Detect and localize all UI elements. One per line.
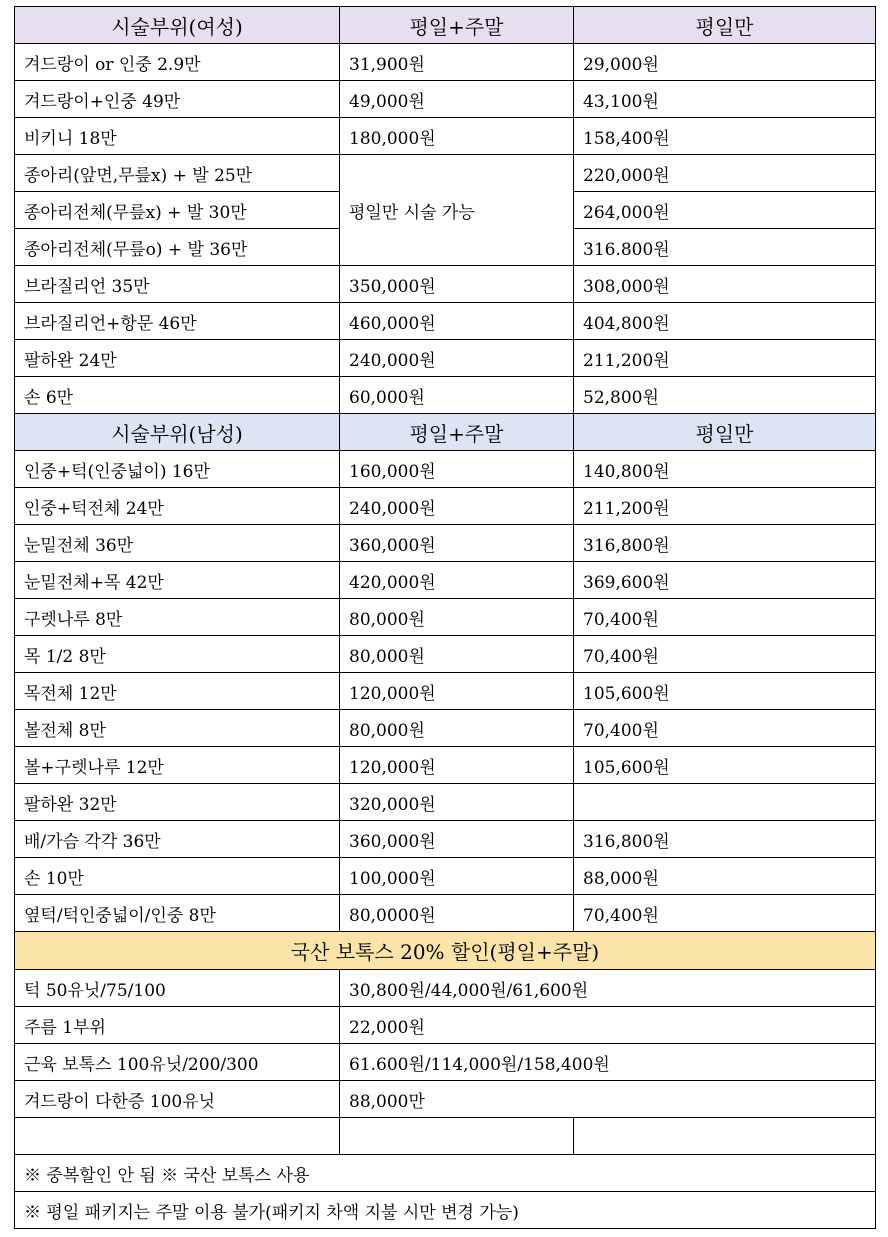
empty-cell bbox=[340, 1118, 574, 1155]
area-cell: 손 6만 bbox=[15, 377, 340, 414]
weekend-price-cell: 240,000원 bbox=[340, 488, 574, 525]
weekend-price-cell: 60,000원 bbox=[340, 377, 574, 414]
botox-header: 국산 보톡스 20% 할인(평일+주말) bbox=[15, 932, 876, 970]
male-header-weekday: 평일만 bbox=[574, 414, 876, 451]
weekend-price-cell: 460,000원 bbox=[340, 303, 574, 340]
note-row bbox=[15, 1155, 876, 1192]
weekend-price-cell: 240,000원 bbox=[340, 340, 574, 377]
area-cell: 팔하완 32만 bbox=[15, 784, 340, 821]
weekday-price-cell: 369,600원 bbox=[574, 562, 876, 599]
weekday-price-cell: 264,000원 bbox=[574, 192, 876, 229]
area-cell: 볼+구렛나루 12만 bbox=[15, 747, 340, 784]
female-header-row bbox=[15, 7, 876, 44]
table-row bbox=[15, 599, 876, 636]
botox-price-cell: 30,800원/44,000원/61,600원 bbox=[340, 970, 876, 1007]
botox-item-cell: 근육 보톡스 100유닛/200/300 bbox=[15, 1044, 340, 1081]
table-row bbox=[15, 1081, 876, 1118]
table-row bbox=[15, 81, 876, 118]
table-row bbox=[15, 303, 876, 340]
area-cell: 눈밑전체 36만 bbox=[15, 525, 340, 562]
area-cell: 손 10만 bbox=[15, 858, 340, 895]
table-row bbox=[15, 858, 876, 895]
weekday-price-cell: 316,800원 bbox=[574, 525, 876, 562]
table-row bbox=[15, 155, 876, 192]
table-row bbox=[15, 784, 876, 821]
botox-price-cell: 88,000만 bbox=[340, 1081, 876, 1118]
weekend-price-cell: 80,000원 bbox=[340, 710, 574, 747]
table-row bbox=[15, 525, 876, 562]
weekday-price-cell: 105,600원 bbox=[574, 747, 876, 784]
price-sheet bbox=[14, 6, 875, 1229]
area-cell: 목전체 12만 bbox=[15, 673, 340, 710]
table-row bbox=[15, 710, 876, 747]
weekday-price-cell: 308,000원 bbox=[574, 266, 876, 303]
table-row bbox=[15, 895, 876, 932]
botox-header-row bbox=[15, 932, 876, 970]
male-header-row bbox=[15, 414, 876, 451]
area-cell: 겨드랑이 or 인중 2.9만 bbox=[15, 44, 340, 81]
weekday-price-cell: 52,800원 bbox=[574, 377, 876, 414]
weekday-price-cell: 220,000원 bbox=[574, 155, 876, 192]
weekday-price-cell bbox=[574, 784, 876, 821]
weekend-price-cell: 80,000원 bbox=[340, 636, 574, 673]
table-row bbox=[15, 562, 876, 599]
area-cell: 인중+턱(인중넓이) 16만 bbox=[15, 451, 340, 488]
weekday-price-cell: 105,600원 bbox=[574, 673, 876, 710]
weekday-price-cell: 140,800원 bbox=[574, 451, 876, 488]
table-row bbox=[15, 340, 876, 377]
price-table bbox=[14, 6, 876, 1229]
note-text: ※ 중복할인 안 됨 ※ 국산 보톡스 사용 bbox=[15, 1155, 876, 1192]
weekday-price-cell: 70,400원 bbox=[574, 636, 876, 673]
weekend-price-cell: 360,000원 bbox=[340, 525, 574, 562]
table-row bbox=[15, 1007, 876, 1044]
weekday-price-cell: 316,800원 bbox=[574, 821, 876, 858]
female-header-weekday: 평일만 bbox=[574, 7, 876, 44]
area-cell: 브라질리언+항문 46만 bbox=[15, 303, 340, 340]
weekend-price-cell: 180,000원 bbox=[340, 118, 574, 155]
area-cell: 종아리전체(무릎o) + 발 36만 bbox=[15, 229, 340, 266]
weekday-price-cell: 158,400원 bbox=[574, 118, 876, 155]
empty-cell bbox=[574, 1118, 876, 1155]
area-cell: 종아리전체(무릎x) + 발 30만 bbox=[15, 192, 340, 229]
weekend-price-cell: 80,000원 bbox=[340, 599, 574, 636]
male-header-area: 시술부위(남성) bbox=[15, 414, 340, 451]
area-cell: 배/가슴 각각 36만 bbox=[15, 821, 340, 858]
empty-row bbox=[15, 1118, 876, 1155]
weekday-price-cell: 29,000원 bbox=[574, 44, 876, 81]
weekday-price-cell: 211,200원 bbox=[574, 488, 876, 525]
note-text: ※ 평일 패키지는 주말 이용 불가(패키지 차액 지불 시만 변경 가능) bbox=[15, 1192, 876, 1229]
table-row bbox=[15, 118, 876, 155]
botox-price-cell: 61.600원/114,000원/158,400원 bbox=[340, 1044, 876, 1081]
weekday-price-cell: 211,200원 bbox=[574, 340, 876, 377]
table-row bbox=[15, 451, 876, 488]
table-row bbox=[15, 488, 876, 525]
weekend-price-cell: 31,900원 bbox=[340, 44, 574, 81]
male-header-weekend: 평일+주말 bbox=[340, 414, 574, 451]
weekend-price-cell: 49,000원 bbox=[340, 81, 574, 118]
area-cell: 눈밑전체+목 42만 bbox=[15, 562, 340, 599]
weekend-price-cell: 320,000원 bbox=[340, 784, 574, 821]
weekend-price-cell: 360,000원 bbox=[340, 821, 574, 858]
table-row bbox=[15, 821, 876, 858]
area-cell: 겨드랑이+인중 49만 bbox=[15, 81, 340, 118]
area-cell: 구렛나루 8만 bbox=[15, 599, 340, 636]
botox-item-cell: 주름 1부위 bbox=[15, 1007, 340, 1044]
weekend-price-cell: 160,000원 bbox=[340, 451, 574, 488]
weekday-price-cell: 70,400원 bbox=[574, 599, 876, 636]
area-cell: 브라질리언 35만 bbox=[15, 266, 340, 303]
female-header-weekend: 평일+주말 bbox=[340, 7, 574, 44]
table-row bbox=[15, 266, 876, 303]
botox-price-cell: 22,000원 bbox=[340, 1007, 876, 1044]
area-cell: 비키니 18만 bbox=[15, 118, 340, 155]
weekday-price-cell: 43,100원 bbox=[574, 81, 876, 118]
area-cell: 목 1/2 8만 bbox=[15, 636, 340, 673]
weekend-price-cell: 120,000원 bbox=[340, 747, 574, 784]
weekend-price-cell: 80,0000원 bbox=[340, 895, 574, 932]
table-row bbox=[15, 970, 876, 1007]
table-row bbox=[15, 747, 876, 784]
area-cell: 볼전체 8만 bbox=[15, 710, 340, 747]
table-row bbox=[15, 44, 876, 81]
weekend-price-cell: 120,000원 bbox=[340, 673, 574, 710]
table-row bbox=[15, 673, 876, 710]
weekend-price-cell: 350,000원 bbox=[340, 266, 574, 303]
weekday-price-cell: 404,800원 bbox=[574, 303, 876, 340]
area-cell: 종아리(앞면,무릎x) + 발 25만 bbox=[15, 155, 340, 192]
botox-item-cell: 턱 50유닛/75/100 bbox=[15, 970, 340, 1007]
weekend-price-cell: 420,000원 bbox=[340, 562, 574, 599]
area-cell: 옆턱/턱인중넓이/인중 8만 bbox=[15, 895, 340, 932]
table-row bbox=[15, 1044, 876, 1081]
area-cell: 인중+턱전체 24만 bbox=[15, 488, 340, 525]
weekday-price-cell: 88,000원 bbox=[574, 858, 876, 895]
table-row bbox=[15, 377, 876, 414]
female-header-area: 시술부위(여성) bbox=[15, 7, 340, 44]
weekday-price-cell: 70,400원 bbox=[574, 710, 876, 747]
table-row bbox=[15, 636, 876, 673]
note-row bbox=[15, 1192, 876, 1229]
weekend-price-cell: 100,000원 bbox=[340, 858, 574, 895]
weekday-price-cell: 316.800원 bbox=[574, 229, 876, 266]
empty-cell bbox=[15, 1118, 340, 1155]
weekday-only-note-cell: 평일만 시술 가능 bbox=[340, 155, 574, 266]
weekday-price-cell: 70,400원 bbox=[574, 895, 876, 932]
botox-item-cell: 겨드랑이 다한증 100유닛 bbox=[15, 1081, 340, 1118]
area-cell: 팔하완 24만 bbox=[15, 340, 340, 377]
